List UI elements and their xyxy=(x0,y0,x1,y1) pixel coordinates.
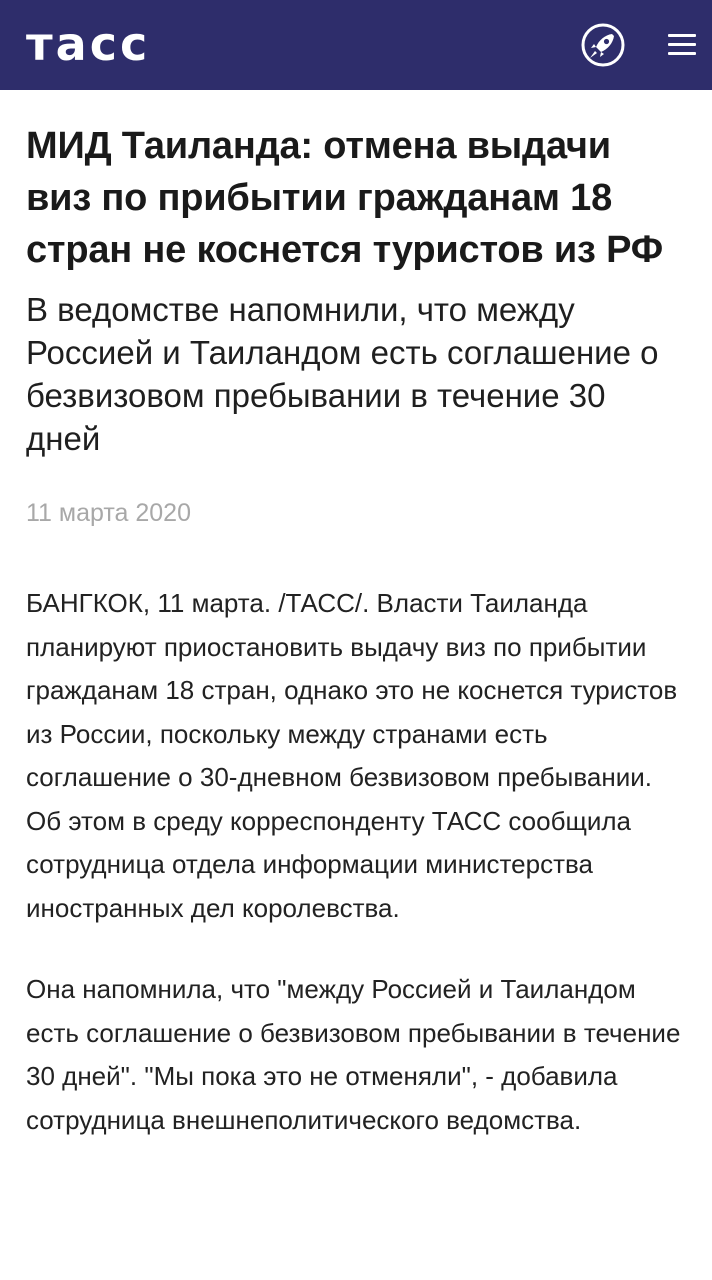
tass-logo[interactable]: тасс xyxy=(26,17,151,71)
article-body xyxy=(26,582,686,1142)
article-subtitle: В ведомстве напомнили, что между Россией и Таиландом есть соглашение о безвизовом пребывании в течение 30 дней xyxy=(26,291,659,457)
article-container xyxy=(0,120,712,1142)
menu-line xyxy=(668,52,696,55)
rocket-icon xyxy=(579,21,627,69)
rocket-button[interactable] xyxy=(578,20,628,70)
site-header xyxy=(0,0,712,90)
menu-line xyxy=(668,43,696,46)
hamburger-menu-icon xyxy=(668,34,696,37)
article-paragraph: БАНГКОК, 11 марта. /ТАСС/. Власти Таиланда планируют приостановить выдачу виз по прибытии гражданам 18 стран, однако это не коснется туристов из России, поскольку между странами есть соглашение о 30-дневном безвизовом пребывании. Об этом в среду корреспонденту ТАСС сообщила сотрудница отдела информации министерства иностранных дел королевства. xyxy=(26,588,678,923)
article-paragraph: Она напомнила, что "между Россией и Таиландом есть соглашение о безвизовом пребывании в течение 30 дней". "Мы пока это не отменяли", - добавила сотрудница внешнеполитического ведомства. xyxy=(26,974,681,1135)
article-date: 11 марта 2020 xyxy=(26,499,191,527)
article-headline: МИД Таиланда: отмена выдачи виз по прибытии гражданам 18 стран не коснется туристов из РФ xyxy=(26,125,663,271)
menu-button[interactable] xyxy=(664,28,700,62)
